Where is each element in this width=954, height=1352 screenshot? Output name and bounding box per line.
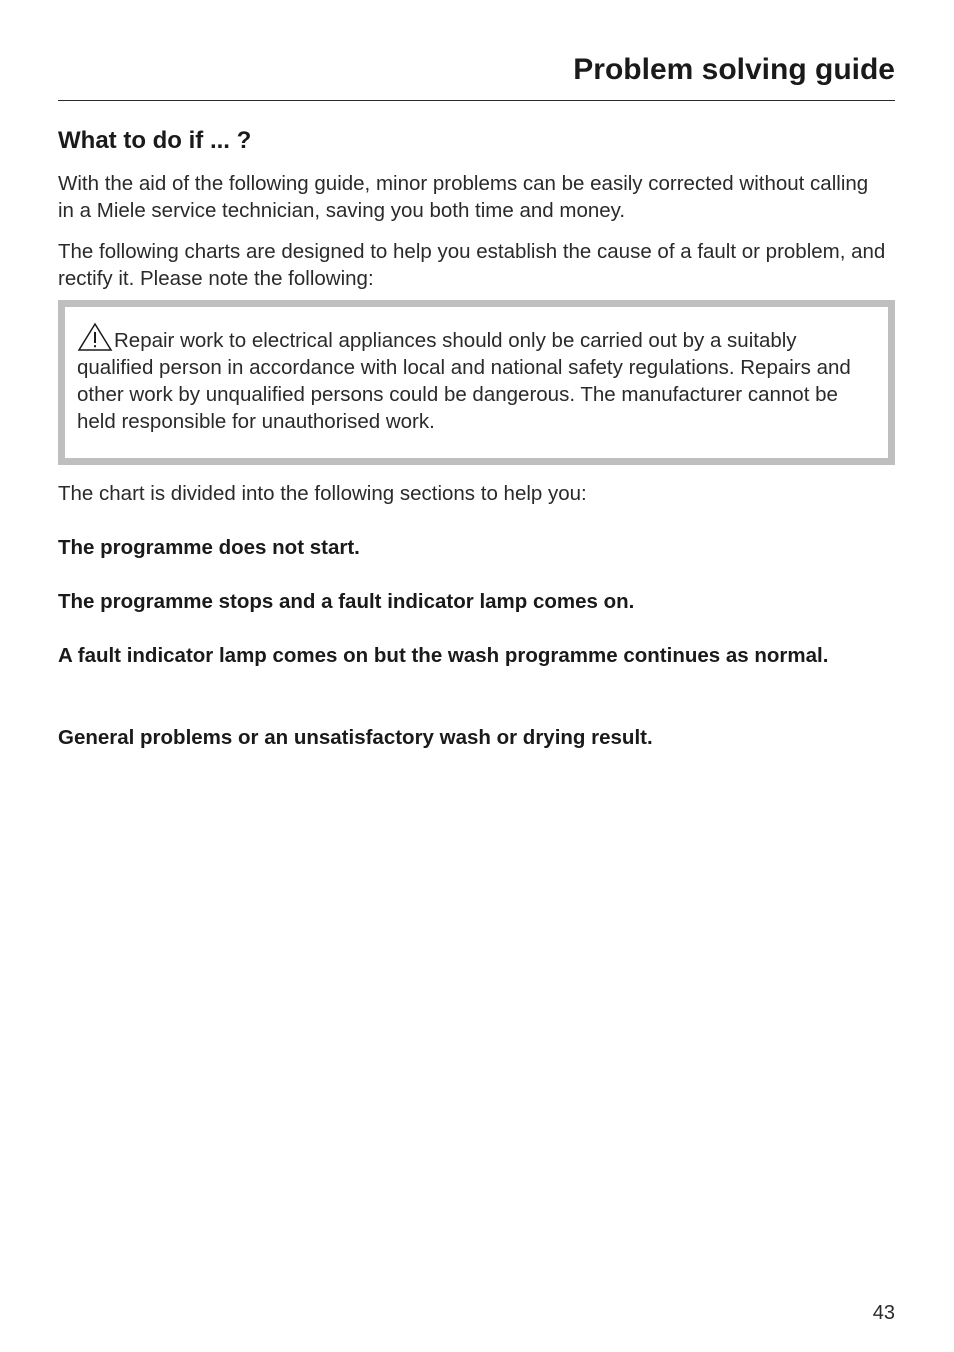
section-item-programme-stops: The programme stops and a fault indicator lamp comes on. [58, 590, 635, 613]
intro-paragraph-2: The following charts are designed to help you establish the cause of a fault or problem, and rectify it. Please note the following: [58, 240, 886, 290]
page-title: Problem solving guide [573, 53, 895, 86]
warning-paragraph [77, 322, 876, 435]
header-divider [58, 100, 895, 101]
section-item-programme-does-not-start: The programme does not start. [58, 536, 360, 559]
section-item-fault-lamp-continues: A fault indicator lamp comes on but the wash programme continues as normal. [58, 644, 829, 667]
section-title: What to do if ... ? [58, 127, 252, 154]
warning-box-content [65, 307, 888, 458]
warning-text: Repair work to electrical appliances should only be carried out by a suitably qualified person in accordance with local and national safety regulations. Repairs and other work by unqualified persons could be dangerous. The manufacturer cannot be held responsible for unauthorised work. [77, 329, 851, 433]
warning-box [58, 300, 895, 465]
page-number: 43 [872, 1302, 895, 1324]
section-item-general-problems: General problems or an unsatisfactory wash or drying result. [58, 726, 653, 749]
warning-triangle-icon [77, 322, 113, 352]
chart-intro-text: The chart is divided into the following sections to help you: [58, 482, 587, 505]
intro-paragraph-1: With the aid of the following guide, minor problems can be easily corrected without calling in a Miele service technician, saving you both time and money. [58, 172, 869, 222]
